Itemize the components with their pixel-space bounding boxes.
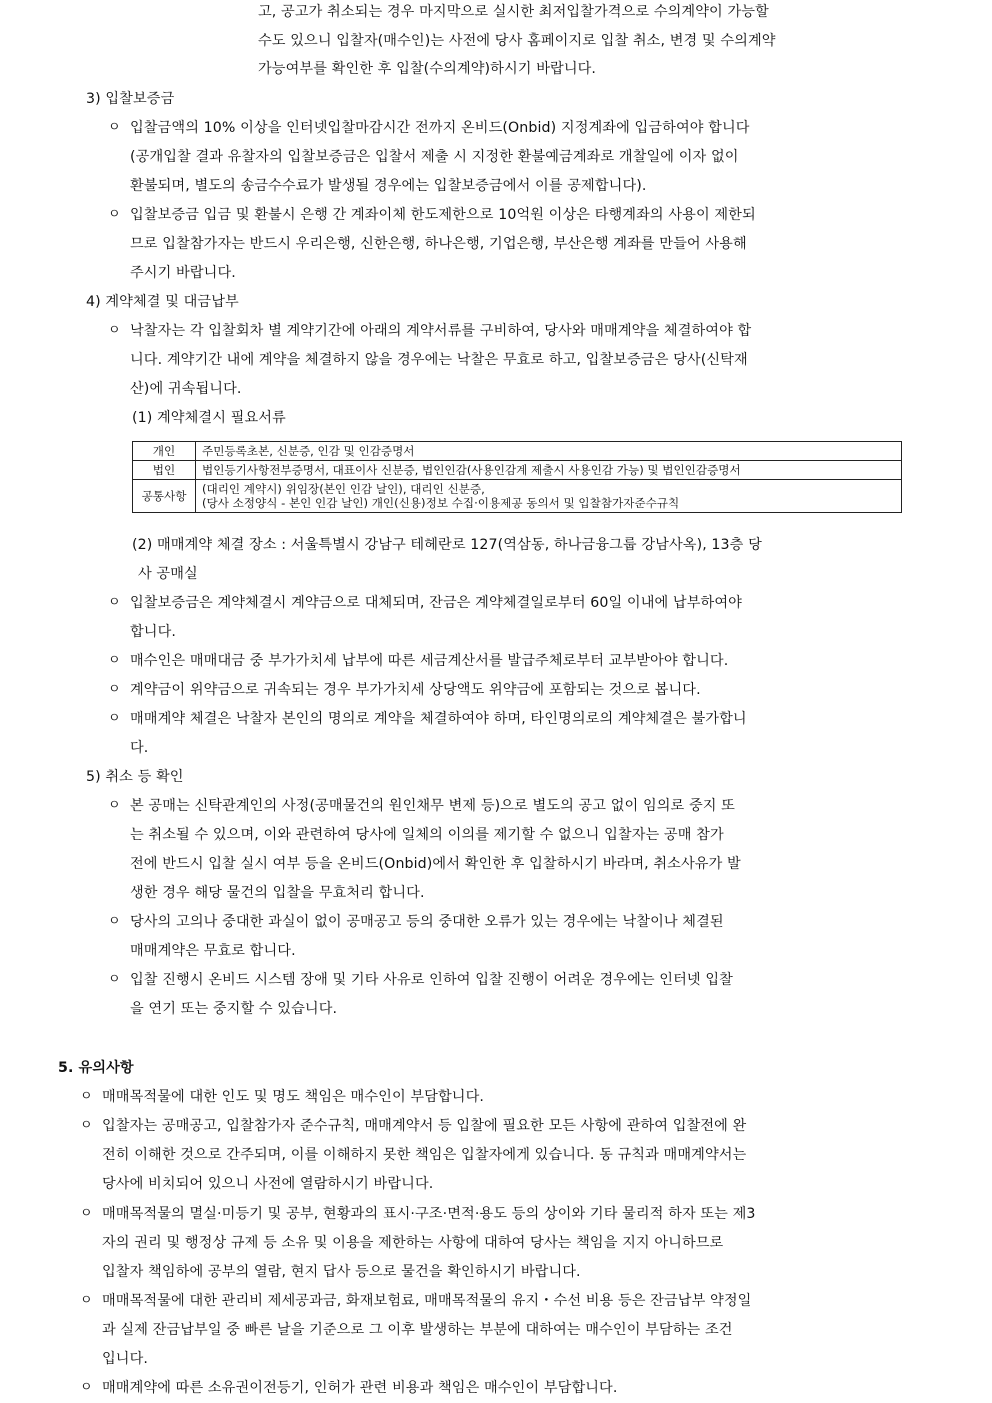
- bullet-icon: ㅇ: [108, 207, 121, 222]
- paragraph-line: (공개입찰 결과 유찰자의 입찰보증금은 입찰서 제출 시 지정한 환불예금계좌로 개찰일에 이자 없이: [130, 149, 739, 165]
- paragraph-line: 합니다.: [130, 624, 177, 640]
- paragraph-line: 생한 경우 해당 물건의 입찰을 무효처리 합니다.: [130, 885, 425, 901]
- sub-item-heading: (1) 계약체결시 필요서류: [132, 410, 286, 426]
- paragraph-line: 입찰금액의 10% 이상을 인터넷입찰마감시간 전까지 온비드(Onbid) 지정계좌에 입금하여야 합니다: [130, 120, 750, 136]
- table-row: [133, 461, 902, 480]
- bullet-icon: ㅇ: [80, 1293, 93, 1308]
- paragraph-line: 매매목적물에 대한 인도 및 명도 책임은 매수인이 부담합니다.: [102, 1089, 485, 1105]
- table-cell-line: (당사 소정양식 - 본인 인감 날인) 개인(신용)정보 수집·이용제공 동의서 및 입찰참가자준수규칙: [202, 496, 680, 510]
- table-cell-label: 공통사항: [133, 480, 196, 513]
- subsection-heading: 4) 계약체결 및 대금납부: [86, 294, 239, 310]
- paragraph-line: 당사의 고의나 중대한 과실이 없이 공매공고 등의 중대한 오류가 있는 경우에는 낙찰이나 체결된: [130, 914, 724, 930]
- bullet-icon: ㅇ: [108, 798, 121, 813]
- bullet-icon: ㅇ: [108, 972, 121, 987]
- intro-line: 가능여부를 확인한 후 입찰(수의계약)하시기 바랍니다.: [258, 61, 597, 77]
- paragraph-line: 당사에 비치되어 있으니 사전에 열람하시기 바랍니다.: [102, 1176, 434, 1192]
- bullet-icon: ㅇ: [108, 682, 121, 697]
- table-cell-value: 법인등기사항전부증명서, 대표이사 신분증, 법인인감(사용인감계 제출시 사용인감 가능) 및 법인인감증명서: [196, 461, 902, 480]
- paragraph-line: 을 연기 또는 중지할 수 있습니다.: [130, 1001, 338, 1017]
- bullet-icon: ㅇ: [108, 711, 121, 726]
- paragraph-line: 다.: [130, 740, 149, 756]
- paragraph-line: 매매계약 체결은 낙찰자 본인의 명의로 계약을 체결하여야 하며, 타인명의로의 계약체결은 불가합니: [130, 711, 747, 727]
- bullet-icon: ㅇ: [80, 1206, 93, 1221]
- table-row: [133, 480, 902, 513]
- paragraph-line: 전히 이해한 것으로 간주되며, 이를 이해하지 못한 책임은 입찰자에게 있습니다. 동 규칙과 매매계약서는: [102, 1147, 747, 1163]
- intro-line: 수도 있으니 입찰자(매수인)는 사전에 당사 홈페이지로 입찰 취소, 변경 및 수의계약: [258, 33, 776, 49]
- paragraph-line: 입찰자 책임하에 공부의 열람, 현지 답사 등으로 물건을 확인하시기 바랍니다.: [102, 1264, 581, 1280]
- paragraph-line: 입찰보증금은 계약체결시 계약금으로 대체되며, 잔금은 계약체결일로부터 60일 이내에 납부하여야: [130, 595, 742, 611]
- paragraph-line: 산)에 귀속됩니다.: [130, 381, 242, 397]
- paragraph-line: 본 공매는 신탁관계인의 사정(공매물건의 원인채무 변제 등)으로 별도의 공고 없이 임의로 중지 또: [130, 798, 735, 814]
- intro-line: 고, 공고가 취소되는 경우 마지막으로 실시한 최저입찰가격으로 수의계약이 가능할: [258, 4, 769, 20]
- bullet-icon: ㅇ: [108, 120, 121, 135]
- bullet-icon: ㅇ: [108, 595, 121, 610]
- table-cell-value: [196, 480, 902, 513]
- paragraph-line: 는 취소될 수 있으며, 이와 관련하여 당사에 일체의 이의를 제기할 수 없으니 입찰자는 공매 참가: [130, 827, 724, 843]
- paragraph-line: 입찰자는 공매공고, 입찰참가자 준수규칙, 매매계약서 등 입찰에 필요한 모든 사항에 관하여 입찰전에 완: [102, 1118, 747, 1134]
- paragraph-line: 입니다.: [102, 1351, 149, 1367]
- paragraph-line: 니다. 계약기간 내에 계약을 체결하지 않을 경우에는 낙찰은 무효로 하고, 입찰보증금은 당사(신탁재: [130, 352, 748, 368]
- bullet-icon: ㅇ: [108, 323, 121, 338]
- table-cell-line: (대리인 계약시) 위임장(본인 인감 날인), 대리인 신분증,: [202, 482, 485, 496]
- paragraph-line: 매매목적물의 멸실·미등기 및 공부, 현황과의 표시·구조·면적·용도 등의 상이와 기타 물리적 하자 또는 제3: [102, 1206, 756, 1222]
- table-cell-label: 법인: [133, 461, 196, 480]
- bullet-icon: ㅇ: [80, 1380, 93, 1395]
- table-row: [133, 442, 902, 461]
- bullet-icon: ㅇ: [80, 1089, 93, 1104]
- sub-item-line: 사 공매실: [138, 566, 198, 582]
- paragraph-line: 므로 입찰참가자는 반드시 우리은행, 신한은행, 하나은행, 기업은행, 부산은행 계좌를 만들어 사용해: [130, 236, 747, 252]
- bullet-icon: ㅇ: [108, 653, 121, 668]
- paragraph-line: 자의 권리 및 행정상 규제 등 소유 및 이용을 제한하는 사항에 대하여 당사는 책임을 지지 아니하므로: [102, 1235, 724, 1251]
- paragraph-line: 과 실제 잔금납부일 중 빠른 날을 기준으로 그 이후 발생하는 부분에 대하여는 매수인이 부담하는 조건: [102, 1322, 733, 1338]
- section-title: 5. 유의사항: [58, 1060, 134, 1076]
- table-cell-label: 개인: [133, 442, 196, 461]
- bullet-icon: ㅇ: [80, 1118, 93, 1133]
- bullet-icon: ㅇ: [108, 914, 121, 929]
- paragraph-line: 계약금이 위약금으로 귀속되는 경우 부가가치세 상당액도 위약금에 포함되는 것으로 봅니다.: [130, 682, 701, 698]
- paragraph-line: 낙찰자는 각 입찰회차 별 계약기간에 아래의 계약서류를 구비하여, 당사와 매매계약을 체결하여야 합: [130, 323, 752, 339]
- paragraph-line: 매수인은 매매대금 중 부가가치세 납부에 따른 세금계산서를 발급주체로부터 교부받아야 합니다.: [130, 653, 729, 669]
- subsection-heading: 3) 입찰보증금: [86, 91, 175, 107]
- subsection-heading: 5) 취소 등 확인: [86, 769, 184, 785]
- paragraph-line: 전에 반드시 입찰 실시 여부 등을 온비드(Onbid)에서 확인한 후 입찰하시기 바라며, 취소사유가 발: [130, 856, 741, 872]
- paragraph-line: 환불되며, 별도의 송금수수료가 발생될 경우에는 입찰보증금에서 이를 공제합니다).: [130, 178, 647, 194]
- paragraph-line: 입찰보증금 입금 및 환불시 은행 간 계좌이체 한도제한으로 10억원 이상은 타행계좌의 사용이 제한되: [130, 207, 756, 223]
- paragraph-line: 매매목적물에 대한 관리비 제세공과금, 화재보험료, 매매목적물의 유지・수선 비용 등은 잔금납부 약정일: [102, 1293, 752, 1309]
- paragraph-line: 주시기 바랍니다.: [130, 265, 236, 281]
- table-cell-value: 주민등록초본, 신분증, 인감 및 인감증명서: [196, 442, 902, 461]
- paragraph-line: 매매계약에 따른 소유권이전등기, 인허가 관련 비용과 책임은 매수인이 부담합니다.: [102, 1380, 618, 1396]
- required-documents-table: [132, 441, 902, 513]
- paragraph-line: 입찰 진행시 온비드 시스템 장애 및 기타 사유로 인하여 입찰 진행이 어려운 경우에는 인터넷 입찰: [130, 972, 733, 988]
- paragraph-line: 매매계약은 무효로 합니다.: [130, 943, 296, 959]
- sub-item-line: (2) 매매계약 체결 장소 : 서울특별시 강남구 테헤란로 127(역삼동, 하나금융그룹 강남사옥), 13층 당: [132, 537, 762, 553]
